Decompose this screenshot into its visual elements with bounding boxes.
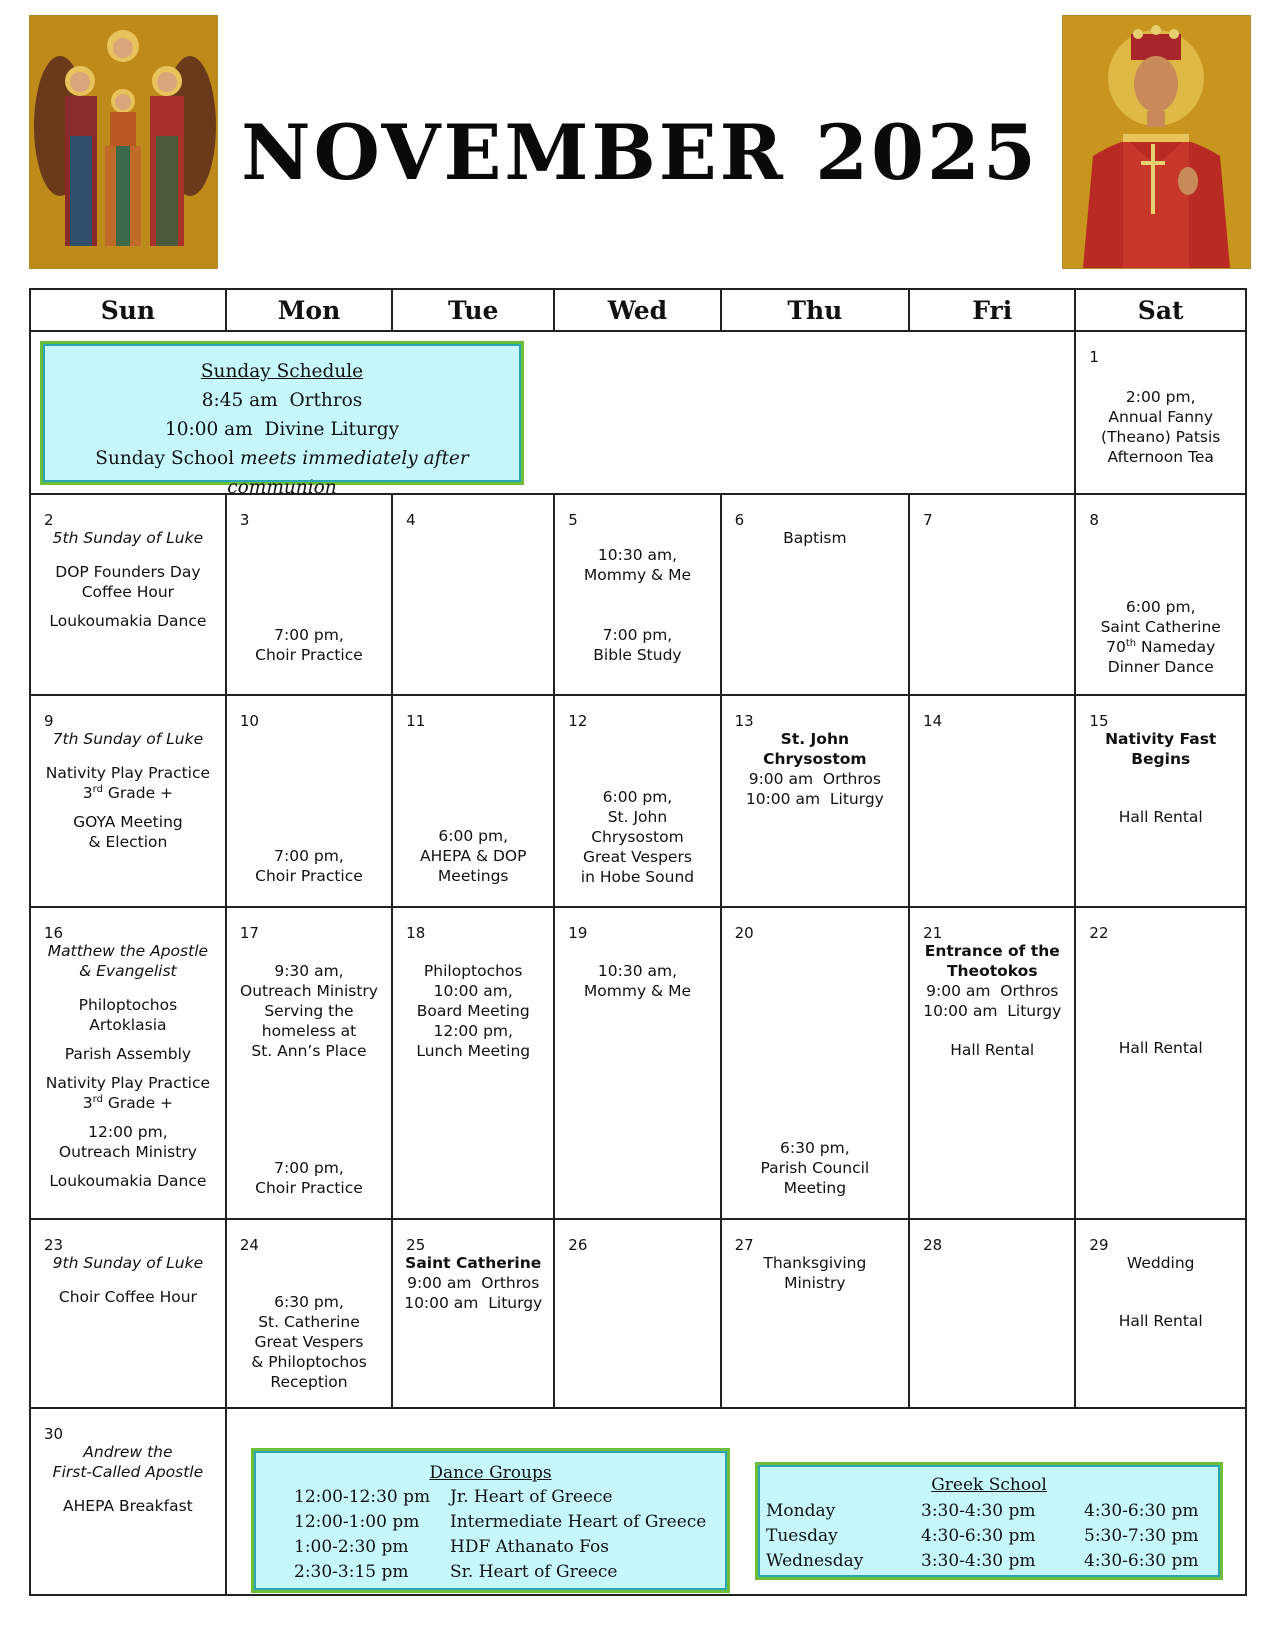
event-title: (Theano) Patsis [1101,428,1221,446]
day-cell-9 [30,695,226,907]
day-cell-22 [1075,907,1246,1219]
weekday-mon: Mon [226,289,392,331]
event-time: 6:00 pm, [1125,598,1196,616]
day-number: 16 [44,924,64,942]
event-title: St. Catherine [258,1313,360,1331]
day-number: 6 [734,511,745,529]
day-number: 3 [239,511,250,529]
event-title: Baptism [783,529,847,547]
event-time: 6:00 pm, [602,788,673,806]
event-title: & Election [88,833,168,851]
event-time: 10:30 am, [597,546,678,564]
event-time: 12:00 pm, [433,1022,513,1040]
school-time: 4:30-6:30 pm [1084,1501,1199,1521]
event-title: Chrysostom [591,828,684,846]
event-title: Mommy & Me [583,566,691,584]
event-title: Annual Fanny [1108,408,1214,426]
day-number: 20 [734,924,754,942]
feast-name: 9th Sunday of Luke [52,1254,204,1272]
event-title: Serving the [264,1002,354,1020]
event-title: Great Vespers [582,848,692,866]
school-time: 3:30-4:30 pm [921,1551,1036,1571]
feast-name: Begins [1131,750,1191,768]
feast-name: 5th Sunday of Luke [52,529,204,547]
event-time: 6:00 pm, [438,827,509,845]
day-cell-10 [226,695,392,907]
event-title: Loukoumakia Dance [49,1172,207,1190]
event-title: Parish Assembly [64,1045,192,1063]
day-number: 1 [1089,348,1099,366]
event-title: Choir Practice [255,1179,363,1197]
event-time: 6:30 pm, [274,1293,344,1311]
day-cell-3 [226,494,392,695]
service-time: 9:00 am Orthros [748,770,881,788]
event-time: 2:00 pm, [1125,388,1196,406]
feast-name: Andrew the [83,1443,173,1461]
dance-groups-title: Dance Groups [429,1463,552,1483]
event-title: Bible Study [593,646,682,664]
dance-time: 12:00-1:00 pm [294,1512,420,1532]
day-cell-27 [721,1219,909,1408]
sunday-school-note: Sunday School meets immediately after communion [95,448,469,498]
week-row [30,1219,1246,1408]
day-cell-17 [226,907,392,1219]
event-title: Dinner Dance [1107,658,1214,676]
event-title: Ministry [784,1274,846,1292]
event-title: DOP Founders Day [55,563,201,581]
school-day: Wednesday [766,1551,864,1571]
week-row [30,695,1246,907]
day-number: 7 [923,511,933,529]
event-title: Choir Coffee Hour [58,1288,197,1306]
feast-name: 7th Sunday of Luke [52,730,204,748]
school-time: 4:30-6:30 pm [921,1526,1036,1546]
event-title: Meeting [783,1179,847,1197]
feast-name: Entrance of the [924,942,1060,960]
event-title: Mommy & Me [583,982,691,1000]
day-cell-5 [554,494,720,695]
service-time: 9:00 am Orthros [926,982,1059,1000]
day-number: 21 [923,924,943,942]
day-number: 27 [734,1236,754,1254]
greek-school-box [755,1462,1223,1580]
saint-catherine-icon [1062,15,1251,269]
event-title: AHEPA & DOP [420,847,527,865]
event-title: Hall Rental [950,1041,1035,1059]
day-number: 26 [568,1236,588,1254]
event-time: 10:00 am, [433,982,513,1000]
event-title: Reception [270,1373,348,1391]
liturgy-time: 10:00 am Divine Liturgy [164,419,400,440]
dance-group-name: Jr. Heart of Greece [450,1487,613,1507]
feast-name: Nativity Fast [1105,730,1217,748]
event-title: Wedding [1126,1254,1195,1272]
event-title: Artoklasia [89,1016,167,1034]
school-time: 4:30-6:30 pm [1084,1551,1199,1571]
day-cell-11 [392,695,554,907]
school-time: 5:30-7:30 pm [1084,1526,1199,1546]
day-cell-13 [721,695,909,907]
event-title: 3rd Grade + [82,783,174,802]
day-cell-15 [1075,695,1246,907]
event-title: Nativity Play Practice [45,1074,211,1092]
event-time: 7:00 pm, [274,626,344,644]
day-number: 13 [734,712,754,730]
orthros-time: 8:45 am Orthros [201,390,363,411]
event-title: Hall Rental [1118,808,1203,826]
event-title: Saint Catherine [1100,618,1221,636]
feast-name: St. John [780,730,850,748]
event-title: St. Ann’s Place [251,1042,367,1060]
event-title: Outreach Ministry [240,982,378,1000]
event-title: Outreach Ministry [58,1143,197,1161]
event-title: Board Meeting [416,1002,530,1020]
weekday-sun: Sun [30,289,226,331]
event-title: Nativity Play Practice [45,764,211,782]
weekday-wed: Wed [554,289,720,331]
event-title: Thanksgiving [763,1254,867,1272]
day-number: 28 [923,1236,943,1254]
event-title: Meetings [437,867,509,885]
event-title: AHEPA Breakfast [63,1497,193,1515]
weekday-thu: Thu [721,289,909,331]
event-time: 7:00 pm, [602,626,673,644]
day-number: 4 [406,511,416,529]
feast-name: Chrysostom [763,750,867,768]
event-title: 3rd Grade + [82,1093,174,1112]
feast-name: Matthew the Apostle [47,942,209,960]
day-cell-19 [554,907,720,1219]
sunday-schedule-box [40,341,524,498]
day-number: 24 [239,1236,259,1254]
dance-time: 1:00-2:30 pm [294,1537,409,1557]
day-cell-25 [392,1219,554,1408]
event-title: in Hobe Sound [580,868,695,886]
event-time: 9:30 am, [274,962,344,980]
day-number: 17 [239,924,259,942]
event-title: Parish Council [760,1159,870,1177]
day-cell-16 [30,907,226,1219]
day-number: 2 [44,511,54,529]
day-cell-6 [721,494,909,695]
event-time: 6:30 pm, [780,1139,850,1157]
event-title: Afternoon Tea [1107,448,1214,466]
greek-school-title: Greek School [931,1475,1047,1495]
event-title: Philoptochos [423,962,523,980]
event-title: Coffee Hour [81,583,175,601]
event-title: 70th Nameday [1106,637,1216,656]
day-number: 18 [406,924,426,942]
day-cell-24 [226,1219,392,1408]
day-cell-4 [392,494,554,695]
day-number: 22 [1089,924,1109,942]
dance-time: 12:00-12:30 pm [294,1487,431,1507]
event-title: Philoptochos [78,996,178,1014]
feast-name: First-Called Apostle [52,1463,204,1481]
dance-group-name: Intermediate Heart of Greece [450,1512,707,1532]
day-number: 14 [923,712,943,730]
weekday-header-row [30,289,1246,331]
day-cell-7 [909,494,1075,695]
school-time: 3:30-4:30 pm [921,1501,1036,1521]
service-time: 10:00 am Liturgy [745,790,884,808]
event-title: Great Vespers [254,1333,364,1351]
day-cell-26 [554,1219,720,1408]
weekday-fri: Fri [909,289,1075,331]
event-time: 7:00 pm, [274,847,344,865]
weekday-tue: Tue [392,289,554,331]
dance-groups-box [251,1448,730,1593]
day-number: 8 [1089,511,1099,529]
event-title: Loukoumakia Dance [49,612,207,630]
day-cell-28 [909,1219,1075,1408]
day-number: 5 [568,511,578,529]
service-time: 9:00 am Orthros [407,1274,540,1292]
event-title: GOYA Meeting [73,813,183,831]
event-title: Hall Rental [1118,1039,1203,1057]
day-number: 15 [1089,712,1109,730]
feast-name: Saint Catherine [405,1254,542,1272]
day-cell-29 [1075,1219,1246,1408]
event-title: & Philoptochos [251,1353,367,1371]
event-title: Choir Practice [255,867,363,885]
day-number: 23 [44,1236,64,1254]
day-number: 10 [239,712,259,730]
event-title: homeless at [261,1022,357,1040]
school-day: Monday [766,1501,836,1521]
day-cell-8 [1075,494,1246,695]
sunday-schedule-title: Sunday Schedule [200,361,364,382]
event-time: 7:00 pm, [274,1159,344,1177]
week-row [30,494,1246,695]
day-cell-30 [30,1408,226,1595]
feast-name: Theotokos [946,962,1038,980]
day-number: 12 [568,712,588,730]
day-cell-2 [30,494,226,695]
day-cell-23 [30,1219,226,1408]
day-cell-21 [909,907,1075,1219]
school-day: Tuesday [766,1526,838,1546]
feast-name: & Evangelist [79,962,177,980]
day-cell-1 [1075,331,1246,494]
service-time: 10:00 am Liturgy [404,1294,543,1312]
event-title: Choir Practice [255,646,363,664]
day-number: 19 [568,924,588,942]
weekday-sat: Sat [1075,289,1246,331]
page-title: NOVEMBER 2025 [241,108,1039,197]
day-number: 30 [44,1425,64,1443]
event-title: St. John [607,808,668,826]
dance-time: 2:30-3:15 pm [294,1562,409,1582]
day-number: 29 [1089,1236,1109,1254]
event-time: 10:30 am, [597,962,678,980]
day-cell-12 [554,695,720,907]
day-number: 11 [406,712,426,730]
day-cell-20 [721,907,909,1219]
day-cell-14 [909,695,1075,907]
archangels-icon [29,15,218,269]
day-number: 9 [44,712,54,730]
event-time: 12:00 pm, [88,1123,168,1141]
service-time: 10:00 am Liturgy [923,1002,1062,1020]
event-title: Lunch Meeting [416,1042,531,1060]
week-row [30,907,1246,1219]
day-cell-18 [392,907,554,1219]
dance-group-name: HDF Athanato Fos [450,1537,609,1557]
event-title: Hall Rental [1118,1312,1203,1330]
dance-group-name: Sr. Heart of Greece [450,1562,618,1582]
day-number: 25 [406,1236,426,1254]
